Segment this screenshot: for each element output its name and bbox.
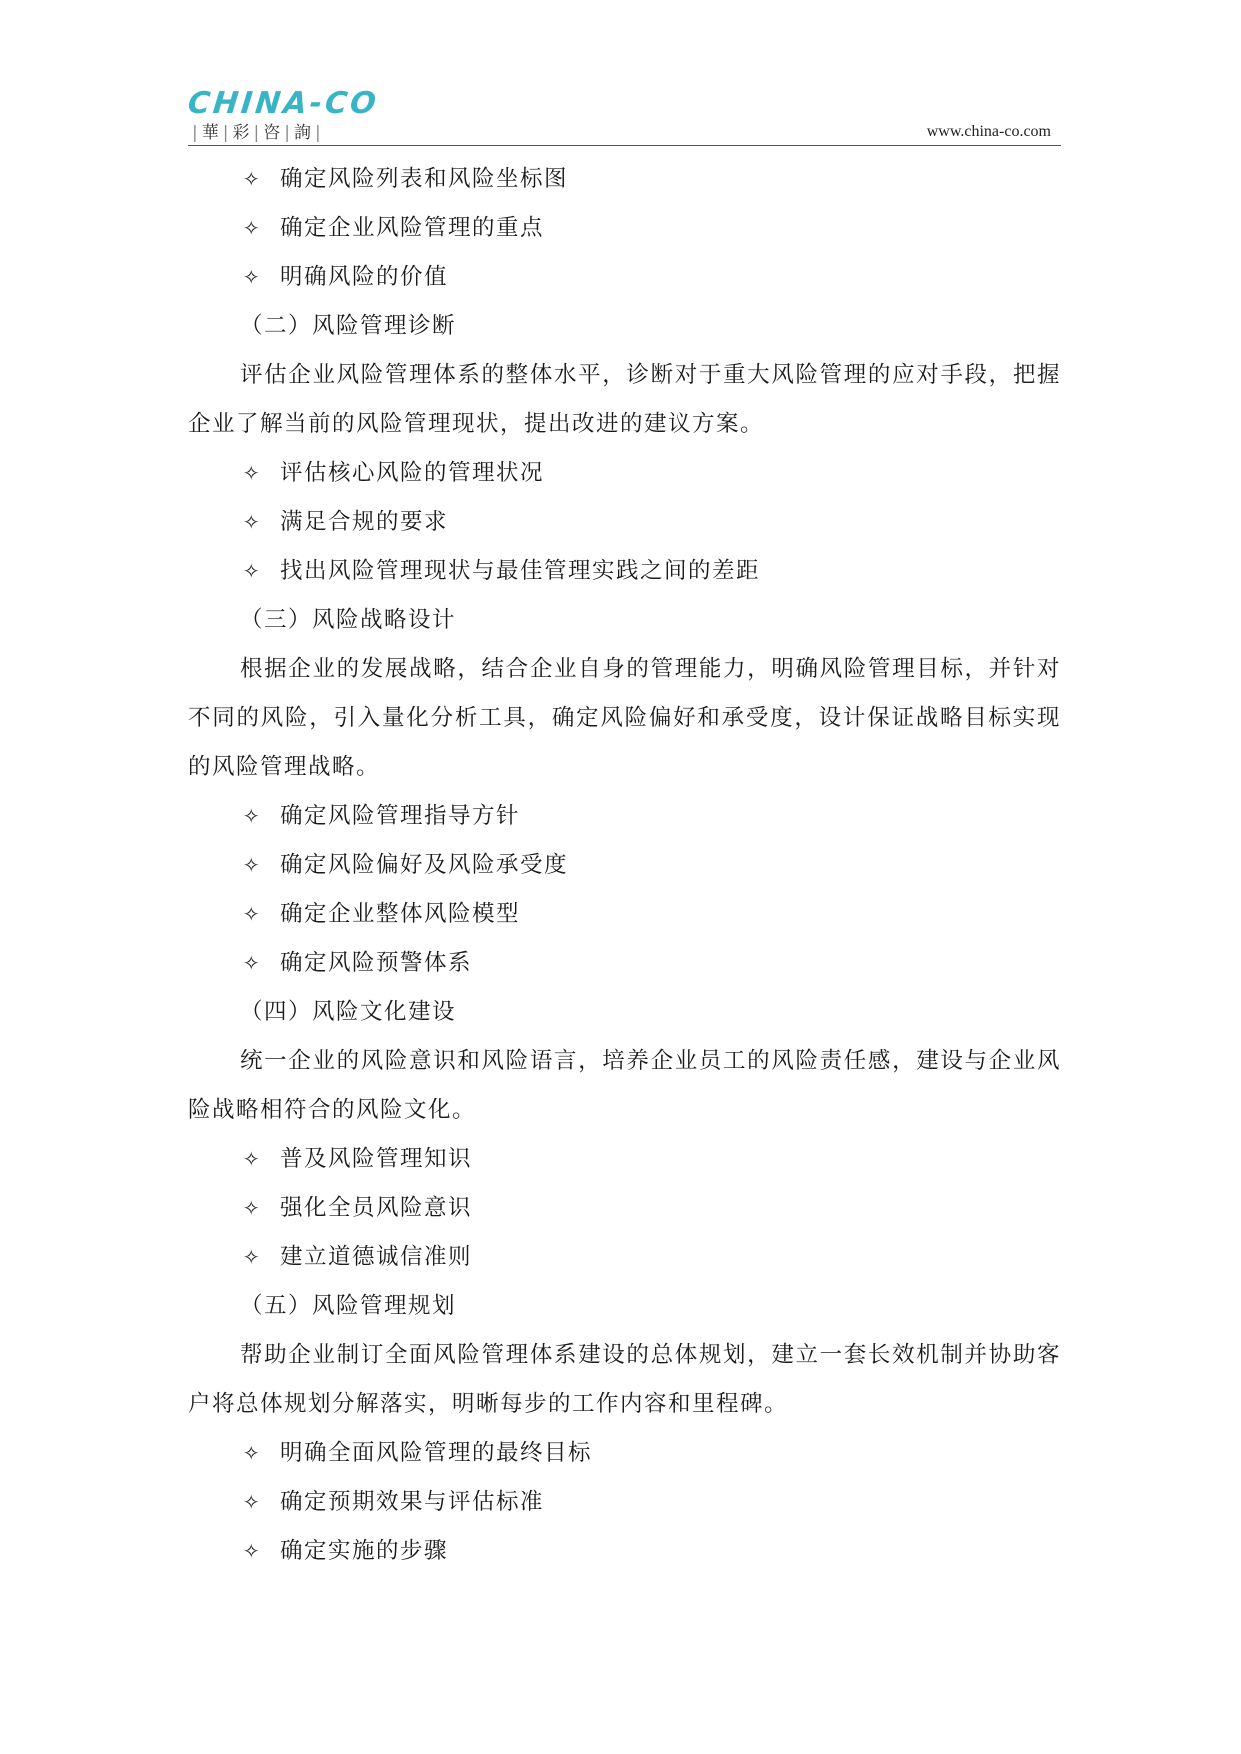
bullet-item [188,449,1061,498]
diamond-bullet-icon: ✧ [242,461,262,485]
diamond-bullet-icon: ✧ [242,510,262,534]
bullet-text: 明确风险的价值 [280,264,449,290]
section-heading: （四）风险文化建设 [240,999,457,1025]
diamond-bullet-icon: ✧ [242,1441,262,1465]
diamond-bullet-icon: ✧ [242,1539,262,1563]
bullet-text: 建立道德诚信准则 [280,1244,473,1270]
bullet-text: 明确全面风险管理的最终目标 [280,1440,593,1466]
bullet-item [188,792,1061,841]
header-divider [188,145,1061,146]
bullet-text: 普及风险管理知识 [280,1146,473,1172]
diamond-bullet-icon: ✧ [242,167,262,191]
bullet-text: 确定预期效果与评估标准 [280,1489,545,1515]
section-heading: （二）风险管理诊断 [240,313,457,339]
bullet-item [188,1184,1061,1233]
bullet-item [188,155,1061,204]
logo-char: 華 [201,123,219,143]
bullet-item [188,253,1061,302]
diamond-bullet-icon: ✧ [242,1490,262,1514]
diamond-bullet-icon: ✧ [242,1245,262,1269]
diamond-bullet-icon: ✧ [242,1196,262,1220]
diamond-bullet-icon: ✧ [242,951,262,975]
section-heading: （五）风险管理规划 [240,1293,457,1319]
bullet-item [188,498,1061,547]
bullet-item [188,1527,1061,1576]
logo-wordmark: CHINA-CO [186,86,381,121]
bullet-item [188,939,1061,988]
website-url: www.china-co.com [926,123,1051,140]
bullet-item [188,1135,1061,1184]
bullet-item [188,841,1061,890]
logo-char: 彩 [232,123,250,143]
diamond-bullet-icon: ✧ [242,1147,262,1171]
diamond-bullet-icon: ✧ [242,265,262,289]
logo-char: 咨 [263,123,281,143]
logo-char: 詢 [293,123,311,143]
bullet-text: 找出风险管理现状与最佳管理实践之间的差距 [280,558,761,584]
document-body [188,155,1061,1576]
paragraph: 统一企业的风险意识和风险语言，培养企业员工的风险责任感，建设与企业风险战略相符合的风险文化。 [188,1048,1061,1123]
bullet-text: 满足合规的要求 [280,509,449,535]
bullet-item [188,890,1061,939]
bullet-text: 强化全员风险意识 [280,1195,473,1221]
diamond-bullet-icon: ✧ [242,216,262,240]
bullet-text: 确定实施的步骤 [280,1538,449,1564]
bullet-text: 确定风险偏好及风险承受度 [280,852,569,878]
diamond-bullet-icon: ✧ [242,902,262,926]
bullet-text: 确定风险预警体系 [280,950,473,976]
paragraph: 根据企业的发展战略，结合企业自身的管理能力，明确风险管理目标，并针对不同的风险，引入量化分析工具，确定风险偏好和承受度，设计保证战略目标实现的风险管理战略。 [188,656,1061,780]
bullet-text: 确定企业风险管理的重点 [280,215,545,241]
diamond-bullet-icon: ✧ [242,804,262,828]
bullet-text: 确定风险管理指导方针 [280,803,521,829]
paragraph: 评估企业风险管理体系的整体水平，诊断对于重大风险管理的应对手段，把握企业了解当前的风险管理现状，提出改进的建议方案。 [188,362,1061,437]
bullet-text: 确定企业整体风险模型 [280,901,521,927]
bullet-text: 评估核心风险的管理状况 [280,460,545,486]
page-header [0,0,1241,150]
section-heading: （三）风险战略设计 [240,607,457,633]
paragraph: 帮助企业制订全面风险管理体系建设的总体规划，建立一套长效机制并协助客户将总体规划分解落实，明晰每步的工作内容和里程碑。 [188,1342,1061,1417]
china-co-logo [188,88,379,144]
diamond-bullet-icon: ✧ [242,559,262,583]
bullet-item [188,204,1061,253]
bullet-item [188,547,1061,596]
bullet-item [188,1478,1061,1527]
logo-subtitle: | 華 | 彩 | 咨 | 詢 | [192,123,321,143]
diamond-bullet-icon: ✧ [242,853,262,877]
bullet-item [188,1233,1061,1282]
bullet-text: 确定风险列表和风险坐标图 [280,166,569,192]
bullet-item [188,1429,1061,1478]
